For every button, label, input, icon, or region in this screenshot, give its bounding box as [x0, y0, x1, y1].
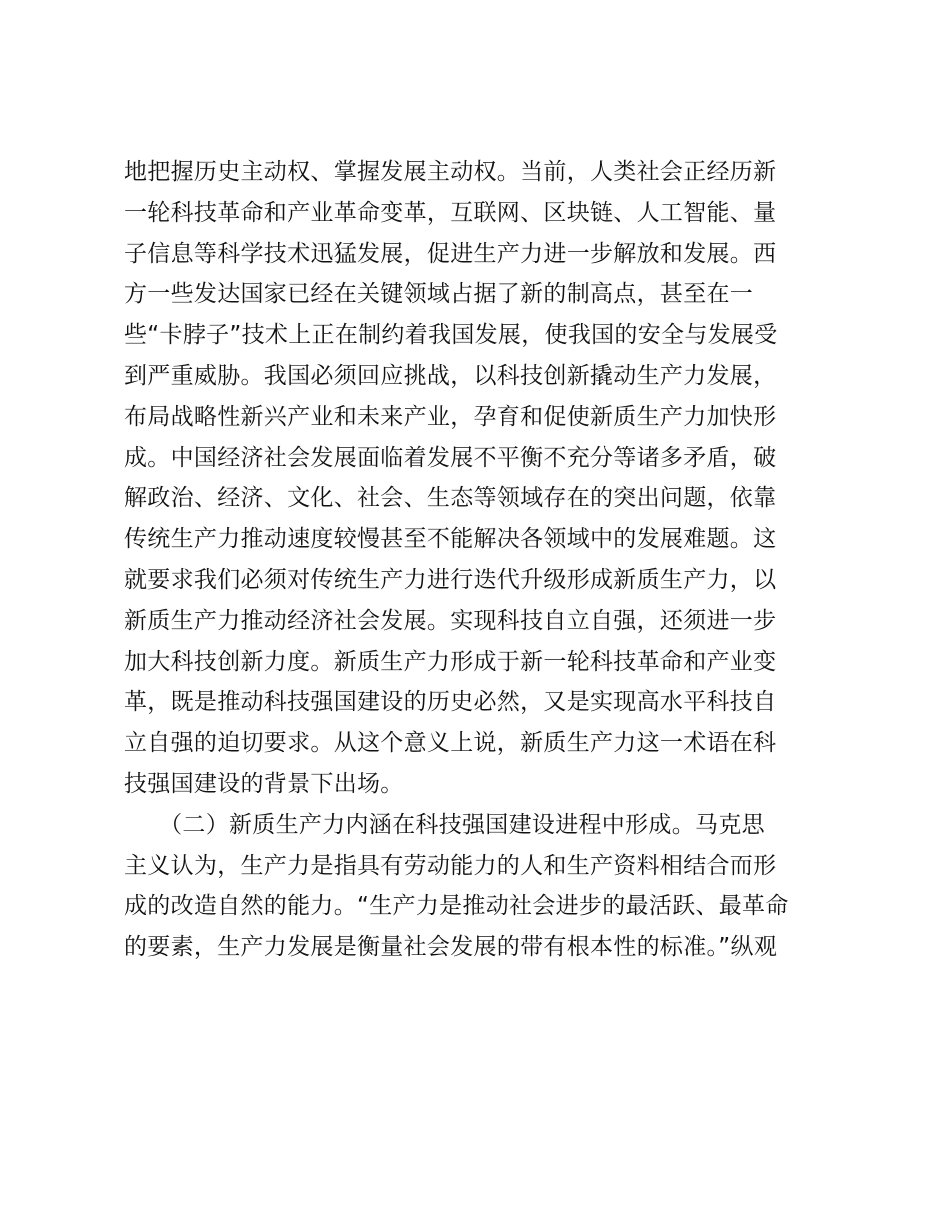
- text-line: 到严重威胁。我国必须回应挑战，以科技创新撬动生产力发展，: [124, 362, 777, 389]
- text-line: 革，既是推动科技强国建设的历史必然，又是实现高水平科技自: [124, 689, 777, 716]
- text-line: 新质生产力推动经济社会发展。实现科技自立自强，还须进一步: [124, 607, 777, 634]
- text-line: 些“卡脖子”技术上正在制约着我国发展，使我国的安全与发展受: [124, 322, 778, 349]
- text-line: 一轮科技革命和产业革命变革，互联网、区块链、人工智能、量: [124, 199, 777, 226]
- text-line: 主义认为，生产力是指具有劳动能力的人和生产资料相结合而形: [124, 852, 777, 879]
- text-line: 布局战略性新兴产业和未来产业，孕育和促使新质生产力加快形: [124, 403, 777, 430]
- body-text: [124, 152, 834, 968]
- text-line: 就要求我们必须对传统生产力进行迭代升级形成新质生产力，以: [124, 566, 777, 593]
- text-line: 地把握历史主动权、掌握发展主动权。当前，人类社会正经历新: [124, 159, 777, 185]
- text-line: 传统生产力推动速度较慢甚至不能解决各领域中的发展难题。这: [124, 526, 777, 553]
- text-line: （二）新质生产力内涵在科技强国建设进程中形成。马克思: [124, 811, 765, 838]
- text-line: 解政治、经济、文化、社会、生态等领域存在的突出问题，依靠: [124, 485, 777, 512]
- text-line: 立自强的迫切要求。从这个意义上说，新质生产力这一术语在科: [124, 730, 777, 757]
- text-line: 成的改造自然的能力。“生产力是推动社会进步的最活跃、最革命: [124, 893, 789, 920]
- text-line: 方一些发达国家已经在关键领域占据了新的制高点，甚至在一: [124, 281, 754, 308]
- text-line: 加大科技创新力度。新质生产力形成于新一轮科技革命和产业变: [124, 648, 777, 675]
- text-line: 子信息等科学技术迅猛发展，促进生产力进一步解放和发展。西: [124, 240, 777, 267]
- text-line: 的要素，生产力发展是衡量社会发展的带有根本性的标准。”纵观: [124, 934, 778, 961]
- text-line: 成。中国经济社会发展面临着发展不平衡不充分等诸多矛盾，破: [124, 444, 777, 471]
- text-line: 技强国建设的背景下出场。: [124, 770, 404, 797]
